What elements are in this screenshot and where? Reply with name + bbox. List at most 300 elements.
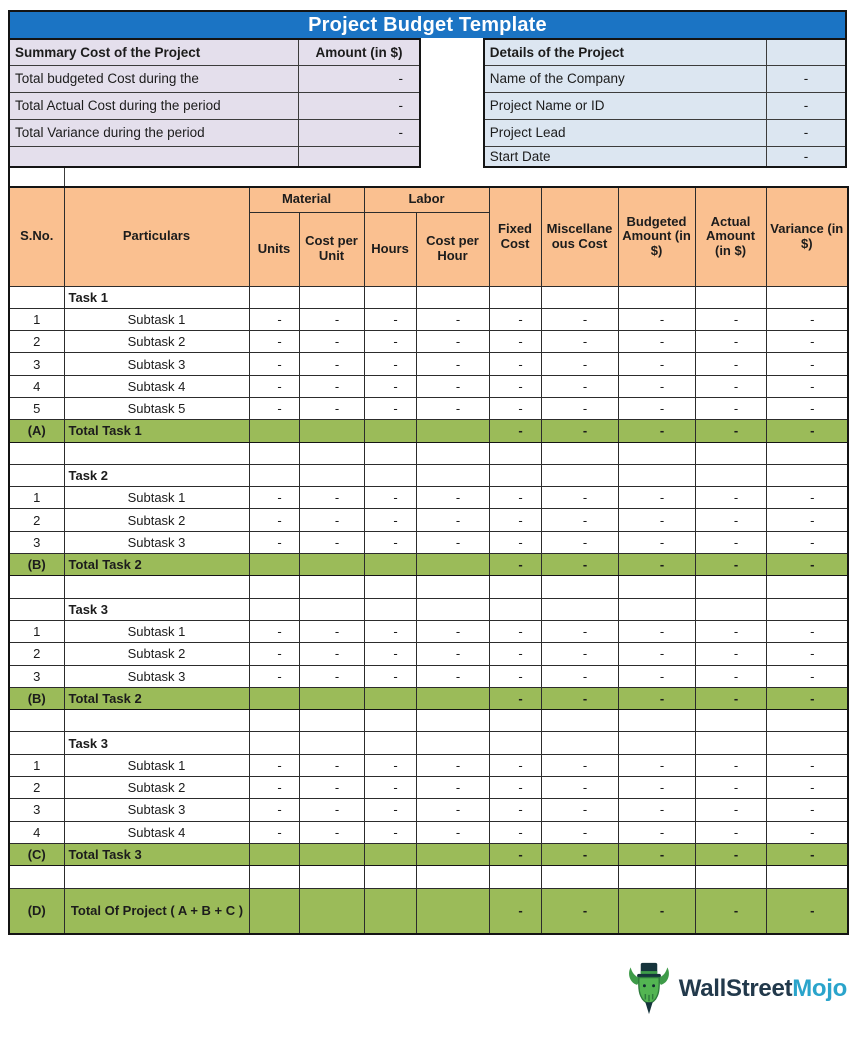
value-cell: -	[299, 509, 364, 531]
sno-cell: 1	[9, 487, 64, 509]
table-row	[9, 687, 848, 709]
table-row	[9, 554, 848, 576]
table-row	[9, 777, 848, 799]
value-cell: -	[766, 620, 848, 642]
table-row	[9, 119, 420, 146]
table-row	[9, 620, 848, 642]
value-cell	[364, 420, 416, 442]
value-cell	[249, 598, 299, 620]
col-header-cost-per-hour: Cost per Hour	[416, 212, 489, 286]
table-row	[9, 509, 848, 531]
col-header-actual-amount: Actual Amount (in $)	[695, 187, 766, 286]
particulars-cell: Total Task 3	[64, 843, 249, 865]
table-row	[9, 353, 848, 375]
value-cell	[416, 554, 489, 576]
details-header-empty	[767, 39, 846, 65]
value-cell	[364, 576, 416, 598]
value-cell: -	[766, 331, 848, 353]
value-cell	[364, 710, 416, 732]
value-cell: -	[364, 375, 416, 397]
table-row	[9, 308, 848, 330]
value-cell	[299, 710, 364, 732]
summary-row-label	[9, 146, 299, 167]
value-cell: -	[695, 397, 766, 419]
value-cell: -	[541, 799, 618, 821]
value-cell	[299, 576, 364, 598]
sno-cell: 4	[9, 375, 64, 397]
table-row	[9, 643, 848, 665]
table-row	[484, 119, 846, 146]
sno-cell	[9, 598, 64, 620]
value-cell	[618, 598, 695, 620]
value-cell: -	[766, 531, 848, 553]
value-cell: -	[489, 799, 541, 821]
sno-cell	[9, 732, 64, 754]
sno-cell: 2	[9, 509, 64, 531]
value-cell	[64, 710, 249, 732]
value-cell: -	[695, 754, 766, 776]
details-header: Details of the Project	[484, 39, 767, 65]
value-cell	[364, 687, 416, 709]
value-cell	[489, 866, 541, 888]
value-cell	[695, 866, 766, 888]
value-cell: -	[695, 620, 766, 642]
value-cell	[766, 710, 848, 732]
value-cell: -	[618, 799, 695, 821]
sno-cell: (D)	[9, 888, 64, 934]
summary-header-label: Summary Cost of the Project	[9, 39, 299, 65]
details-row-value: -	[767, 119, 846, 146]
value-cell	[618, 576, 695, 598]
value-cell: -	[489, 531, 541, 553]
table-row	[9, 442, 848, 464]
table-row	[9, 331, 848, 353]
value-cell: -	[695, 420, 766, 442]
value-cell: -	[489, 643, 541, 665]
value-cell: -	[416, 308, 489, 330]
value-cell: -	[299, 531, 364, 553]
value-cell	[9, 866, 64, 888]
value-cell: -	[249, 821, 299, 843]
sno-cell: 2	[9, 331, 64, 353]
particulars-cell: Subtask 3	[64, 531, 249, 553]
value-cell: -	[541, 821, 618, 843]
value-cell	[364, 888, 416, 934]
value-cell	[364, 732, 416, 754]
value-cell: -	[541, 531, 618, 553]
value-cell: -	[299, 375, 364, 397]
value-cell: -	[416, 665, 489, 687]
value-cell: -	[695, 487, 766, 509]
summary-row-value: -	[299, 119, 421, 146]
value-cell	[541, 710, 618, 732]
value-cell	[416, 420, 489, 442]
value-cell	[249, 464, 299, 486]
value-cell: -	[364, 777, 416, 799]
value-cell: -	[489, 397, 541, 419]
col-header-budgeted-amount: Budgeted Amount (in $)	[618, 187, 695, 286]
value-cell	[364, 286, 416, 308]
value-cell: -	[766, 375, 848, 397]
table-row	[9, 286, 848, 308]
table-row	[484, 65, 846, 92]
sno-cell: (B)	[9, 554, 64, 576]
value-cell	[618, 866, 695, 888]
value-cell	[766, 598, 848, 620]
col-header-variance: Variance (in $)	[766, 187, 848, 286]
particulars-cell: Subtask 1	[64, 308, 249, 330]
sno-cell: 1	[9, 620, 64, 642]
sno-cell: 3	[9, 665, 64, 687]
value-cell: -	[766, 308, 848, 330]
value-cell	[416, 598, 489, 620]
particulars-cell: Total Task 2	[64, 687, 249, 709]
value-cell: -	[249, 531, 299, 553]
value-cell	[416, 888, 489, 934]
particulars-cell: Subtask 5	[64, 397, 249, 419]
value-cell: -	[695, 331, 766, 353]
value-cell: -	[364, 331, 416, 353]
value-cell	[364, 442, 416, 464]
value-cell	[249, 442, 299, 464]
particulars-cell: Subtask 4	[64, 821, 249, 843]
value-cell: -	[249, 643, 299, 665]
value-cell: -	[541, 397, 618, 419]
sno-cell: 1	[9, 754, 64, 776]
details-row-value: -	[767, 65, 846, 92]
value-cell: -	[249, 777, 299, 799]
value-cell: -	[541, 888, 618, 934]
particulars-cell: Total Task 2	[64, 554, 249, 576]
value-cell: -	[618, 487, 695, 509]
value-cell: -	[416, 487, 489, 509]
value-cell: -	[766, 843, 848, 865]
footer-brand	[8, 961, 847, 1016]
value-cell: -	[489, 308, 541, 330]
value-cell	[364, 464, 416, 486]
value-cell	[299, 442, 364, 464]
value-cell: -	[299, 799, 364, 821]
value-cell	[618, 286, 695, 308]
value-cell	[249, 576, 299, 598]
value-cell: -	[489, 821, 541, 843]
value-cell: -	[249, 331, 299, 353]
particulars-cell: Total Task 1	[64, 420, 249, 442]
value-cell: -	[416, 331, 489, 353]
value-cell: -	[489, 353, 541, 375]
sno-cell: 3	[9, 531, 64, 553]
table-row	[9, 397, 848, 419]
value-cell	[9, 710, 64, 732]
summary-row-label: Total budgeted Cost during the	[9, 65, 299, 92]
value-cell: -	[618, 843, 695, 865]
value-cell	[766, 576, 848, 598]
particulars-cell: Subtask 3	[64, 353, 249, 375]
value-cell	[766, 866, 848, 888]
value-cell	[364, 598, 416, 620]
table-row	[9, 665, 848, 687]
col-group-material: Material	[249, 187, 364, 212]
brand-text-wallstreet: WallStreet	[678, 974, 793, 1002]
value-cell: -	[541, 353, 618, 375]
value-cell: -	[249, 754, 299, 776]
value-cell: -	[695, 799, 766, 821]
value-cell: -	[695, 821, 766, 843]
value-cell	[299, 843, 364, 865]
value-cell: -	[618, 509, 695, 531]
table-row	[9, 65, 420, 92]
value-cell: -	[299, 754, 364, 776]
value-cell	[416, 576, 489, 598]
value-cell	[249, 843, 299, 865]
value-cell: -	[364, 531, 416, 553]
value-cell: -	[299, 777, 364, 799]
value-cell: -	[299, 821, 364, 843]
value-cell	[766, 464, 848, 486]
brand-text-mojo: Mojo	[792, 974, 847, 1002]
col-header-units: Units	[249, 212, 299, 286]
value-cell	[416, 866, 489, 888]
value-cell: -	[618, 308, 695, 330]
value-cell	[695, 286, 766, 308]
value-cell	[695, 598, 766, 620]
value-cell: -	[489, 687, 541, 709]
value-cell	[416, 732, 489, 754]
value-cell: -	[541, 643, 618, 665]
value-cell: -	[249, 397, 299, 419]
value-cell: -	[695, 687, 766, 709]
value-cell: -	[541, 487, 618, 509]
value-cell: -	[541, 420, 618, 442]
value-cell: -	[618, 531, 695, 553]
table-row	[9, 464, 848, 486]
table-row	[9, 92, 420, 119]
value-cell: -	[249, 799, 299, 821]
value-cell	[299, 866, 364, 888]
value-cell	[541, 442, 618, 464]
value-cell: -	[541, 754, 618, 776]
table-row	[9, 531, 848, 553]
sno-cell: (A)	[9, 420, 64, 442]
value-cell	[695, 710, 766, 732]
value-cell	[364, 866, 416, 888]
particulars-cell: Subtask 2	[64, 331, 249, 353]
value-cell: -	[618, 687, 695, 709]
value-cell	[249, 710, 299, 732]
value-cell: -	[416, 777, 489, 799]
value-cell: -	[364, 620, 416, 642]
value-cell: -	[695, 353, 766, 375]
value-cell: -	[489, 665, 541, 687]
value-cell	[299, 554, 364, 576]
sno-cell: (B)	[9, 687, 64, 709]
value-cell: -	[249, 487, 299, 509]
value-cell: -	[618, 375, 695, 397]
value-cell: -	[766, 353, 848, 375]
value-cell	[416, 286, 489, 308]
value-cell	[64, 576, 249, 598]
value-cell	[541, 286, 618, 308]
value-cell: -	[299, 353, 364, 375]
value-cell: -	[489, 843, 541, 865]
value-cell	[416, 710, 489, 732]
table-row	[9, 146, 420, 167]
value-cell: -	[766, 665, 848, 687]
value-cell: -	[489, 375, 541, 397]
value-cell	[541, 576, 618, 598]
sno-cell: 4	[9, 821, 64, 843]
value-cell: -	[364, 821, 416, 843]
details-table	[483, 38, 847, 168]
value-cell: -	[416, 643, 489, 665]
sno-cell: 2	[9, 643, 64, 665]
value-cell	[364, 554, 416, 576]
sno-cell: (C)	[9, 843, 64, 865]
particulars-cell: Subtask 2	[64, 509, 249, 531]
value-cell	[766, 732, 848, 754]
summary-row-label: Total Actual Cost during the period	[9, 92, 299, 119]
value-cell	[695, 442, 766, 464]
particulars-cell: Subtask 2	[64, 643, 249, 665]
particulars-cell: Subtask 1	[64, 487, 249, 509]
table-row	[9, 821, 848, 843]
value-cell: -	[249, 620, 299, 642]
value-cell: -	[249, 375, 299, 397]
col-header-particulars: Particulars	[64, 187, 249, 286]
value-cell	[299, 598, 364, 620]
summary-row-value	[299, 146, 421, 167]
value-cell: -	[618, 397, 695, 419]
sno-cell: 5	[9, 397, 64, 419]
value-cell	[695, 732, 766, 754]
value-cell: -	[541, 687, 618, 709]
value-cell: -	[299, 487, 364, 509]
top-section	[8, 38, 847, 168]
particulars-cell: Total Of Project ( A + B + C )	[64, 888, 249, 934]
details-row-value: -	[767, 146, 846, 167]
value-cell: -	[541, 554, 618, 576]
sno-cell: 3	[9, 353, 64, 375]
value-cell	[249, 866, 299, 888]
value-cell: -	[766, 754, 848, 776]
value-cell	[766, 442, 848, 464]
value-cell	[9, 576, 64, 598]
spacer-cell	[10, 168, 65, 186]
particulars-cell: Task 3	[64, 732, 249, 754]
sno-cell	[9, 286, 64, 308]
sno-cell: 1	[9, 308, 64, 330]
details-row-label: Start Date	[484, 146, 767, 167]
value-cell	[416, 442, 489, 464]
value-cell	[695, 576, 766, 598]
value-cell: -	[618, 554, 695, 576]
value-cell: -	[416, 375, 489, 397]
value-cell: -	[489, 487, 541, 509]
table-row	[9, 754, 848, 776]
value-cell: -	[416, 821, 489, 843]
value-cell: -	[249, 509, 299, 531]
value-cell	[541, 464, 618, 486]
value-cell	[618, 732, 695, 754]
value-cell	[489, 732, 541, 754]
value-cell: -	[299, 643, 364, 665]
value-cell	[299, 286, 364, 308]
value-cell	[249, 286, 299, 308]
value-cell: -	[364, 487, 416, 509]
value-cell: -	[766, 777, 848, 799]
sno-cell: 2	[9, 777, 64, 799]
table-row	[9, 732, 848, 754]
value-cell	[249, 732, 299, 754]
value-cell	[364, 843, 416, 865]
value-cell: -	[541, 777, 618, 799]
summary-header-amount: Amount (in $)	[299, 39, 421, 65]
bull-with-top-hat-icon	[626, 961, 672, 1016]
table-row	[9, 375, 848, 397]
value-cell: -	[695, 665, 766, 687]
value-cell	[541, 866, 618, 888]
particulars-cell: Subtask 3	[64, 665, 249, 687]
value-cell	[64, 442, 249, 464]
value-cell: -	[618, 643, 695, 665]
table-row	[9, 420, 848, 442]
value-cell: -	[766, 821, 848, 843]
value-cell	[489, 464, 541, 486]
value-cell: -	[249, 665, 299, 687]
value-cell: -	[541, 331, 618, 353]
particulars-cell: Subtask 2	[64, 777, 249, 799]
table-row	[9, 710, 848, 732]
table-row	[9, 866, 848, 888]
details-row-value: -	[767, 92, 846, 119]
value-cell	[489, 442, 541, 464]
value-cell	[64, 866, 249, 888]
value-cell: -	[695, 375, 766, 397]
value-cell: -	[766, 888, 848, 934]
value-cell	[618, 464, 695, 486]
value-cell: -	[489, 554, 541, 576]
value-cell: -	[541, 843, 618, 865]
value-cell	[249, 420, 299, 442]
value-cell: -	[695, 509, 766, 531]
value-cell: -	[364, 397, 416, 419]
page-title: Project Budget Template	[8, 10, 847, 40]
summary-row-value: -	[299, 92, 421, 119]
particulars-cell: Task 3	[64, 598, 249, 620]
table-row	[9, 39, 420, 65]
value-cell: -	[541, 308, 618, 330]
value-cell: -	[766, 799, 848, 821]
table-row	[9, 888, 848, 934]
sno-cell: 3	[9, 799, 64, 821]
value-cell: -	[299, 397, 364, 419]
value-cell: -	[489, 888, 541, 934]
value-cell: -	[618, 665, 695, 687]
spacer-row	[8, 168, 847, 186]
value-cell: -	[489, 754, 541, 776]
value-cell: -	[249, 308, 299, 330]
sno-cell	[9, 464, 64, 486]
spacer-column	[421, 38, 483, 168]
value-cell	[249, 687, 299, 709]
col-header-cost-per-unit: Cost per Unit	[299, 212, 364, 286]
value-cell: -	[416, 754, 489, 776]
value-cell: -	[766, 554, 848, 576]
value-cell: -	[618, 353, 695, 375]
details-row-label: Name of the Company	[484, 65, 767, 92]
value-cell: -	[416, 353, 489, 375]
col-header-fixed-cost: Fixed Cost	[489, 187, 541, 286]
